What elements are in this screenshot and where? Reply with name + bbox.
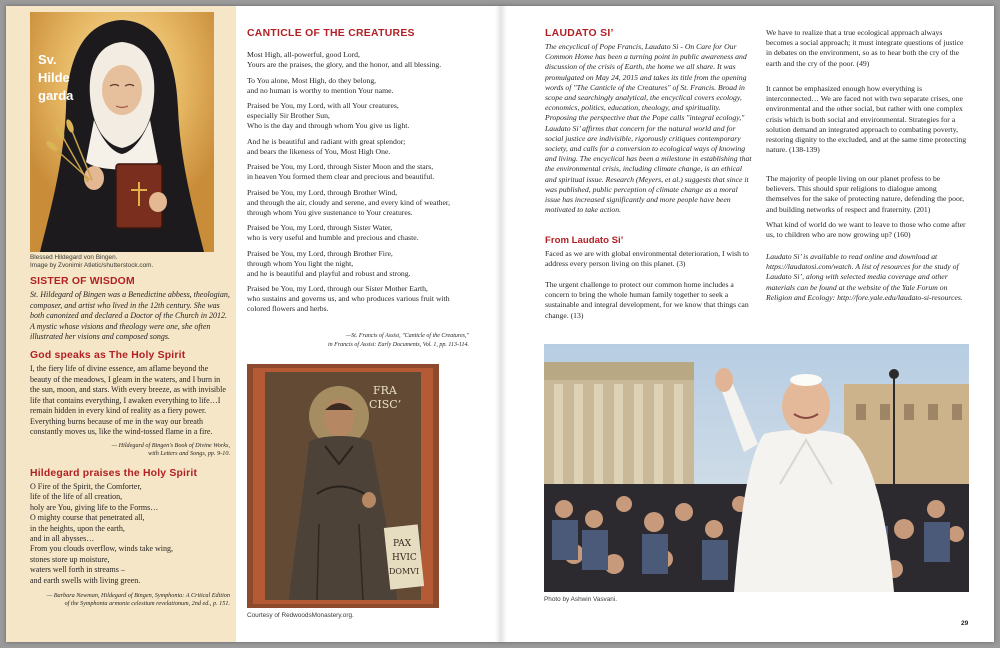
canticle-line: colored flowers and herbs.	[247, 304, 329, 313]
hildegard-praises-heading: Hildegard praises the Holy Spirit	[30, 468, 198, 479]
god-speaks-text: I, the fiery life of divine essence, am aflame beyond the beauty of the meadows, I gleam in the waters, and I burn in the sun, moon, and stars. With every breeze, as with invisible life that contains everything, I awaken everything to life…I remain hidden in every kind of reality as a fiery power. Everything burns because of me in the way our breath constantly moves us, like the wind-tossed flame in a fire.	[30, 364, 226, 436]
god-speaks-heading: God speaks as The Holy Spirit	[30, 350, 186, 361]
poem-line: waters well forth in streams –	[30, 565, 125, 575]
canticle-line: especially Sir Brother Sun,	[247, 111, 330, 120]
portrait-caption-line1: Blessed Hildegard von Bingen.	[30, 254, 118, 261]
canticle-line: Praised be You, my Lord, through our Sister Mother Earth,	[247, 284, 428, 293]
hildegard-praises-poem	[30, 482, 230, 586]
painting-text-pax: PAX	[393, 539, 412, 549]
canticle-attribution-line1: —St. Francis of Assisi, "Canticle of the Creatures,"	[345, 333, 469, 339]
laudato-si-intro: The encyclical of Pope Francis, Laudato Si - On Care for Our Common Home has been a turning point in public awareness and discussion of the crisis of Earth, the home we all share. It was promulgated on May 24, 2015 and takes its title from the opening words of "The Canticle of the Creatures" of St. Francis. Broad in scope and searchingly analytical, the encyclical covers ecology, economics, politics, education, theology, and spirituality. Proposing the perspective that the Pope calls "integral ecology," Laudato Si’ affirms that concern for the natural world and for social justice are indivisible, rigorously critiques contemporary society, and calls for a conversion to ecological ways of knowing and living. The encyclical has been a milestone in establishing that the environmental crisis, including climate change, is an ethical and spiritual issue. Research (Meyers, et al.) suggests that since it was published, public perception of climate change as a moral issue has increased significantly and more people have been motivated to take action.	[545, 42, 752, 215]
canticle-line: and through the air, cloudy and serene, and every kind of weather,	[247, 197, 451, 207]
pope-francis-photo	[544, 344, 969, 592]
painting-text-cisc: CISC’	[369, 398, 402, 411]
laudato-quote-201: The majority of people living on our planet profess to be believers. This should spur religions to dialogue among themselves for the sake of protecting nature, defending the poor, and building networks of respect and fraternity. (201)	[766, 174, 965, 214]
canticle-line: Yours are the praises, the glory, and the honor, and all blessing.	[247, 60, 442, 69]
portrait-text-line2: Hilde	[38, 70, 70, 85]
canticle-attribution-line2: in Francis of Assisi: Early Documents, Vol. 1, pp. 113-114.	[328, 341, 469, 348]
praises-attribution-line1: — Barbara Newman, Hildegard of Bingen, Symphonia: A Critical Edition	[46, 592, 230, 599]
canticle-text	[247, 50, 479, 320]
poem-line: and earth swells with living green.	[30, 575, 141, 585]
poem-line: From you clouds overflow, winds take wing,	[30, 544, 174, 554]
magazine-spread	[6, 6, 994, 642]
canticle-stanza	[247, 249, 479, 279]
canticle-line: and bears the likeness of You, Most High One.	[247, 146, 391, 156]
canticle-line: through whom You light the night,	[247, 258, 354, 268]
laudato-quote-49: We have to realize that a true ecological approach always becomes a social approach; it must integrate questions of justice in debates on the environment, so as to hear both the cry of the earth and the cry of the poor. (49)	[766, 28, 964, 68]
poem-line: stones store up moisture,	[30, 554, 110, 564]
laudato-si-title: LAUDATO SI’	[545, 28, 614, 39]
canticle-stanza	[247, 162, 479, 182]
laudato-quote-160: What kind of world do we want to leave to those who come after us, to children who are now growing up? (160)	[766, 220, 966, 240]
painting-caption: Courtesy of RedwoodsMonastery.org.	[247, 612, 354, 619]
praises-attribution-line2: of the Symphonia armonie celestium revelationum, 2nd ed., p. 151.	[64, 600, 230, 608]
sister-of-wisdom-heading: SISTER OF WISDOM	[30, 276, 135, 287]
canticle-line: and no human is worthy to mention Your name.	[247, 85, 394, 95]
poem-line: life of the life of all creation,	[30, 492, 123, 502]
portrait-caption	[30, 254, 153, 270]
canticle-line: and he is beautiful and playful and robust and strong.	[247, 268, 411, 278]
sister-of-wisdom-text: St. Hildegard of Bingen was a Benedictine abbess, theologian, composer, and artist who lived in the 12th century. She was both canonized and declared a Doctor of the Church in 2012. A mystic whose visions and theology were one, she often illustrated her visions and composed songs.	[30, 290, 230, 341]
poem-line: holy are You, giving life to the Forms…	[30, 502, 159, 512]
poem-line: and in all abysses…	[30, 534, 95, 544]
laudato-resources-note: Laudato Si’ is available to read online and download at https://laudatosi.com/watch. A list of resources for the study of Laudato Si’, along with selected media coverage and other materials can be found at the website of the Yale Forum on Religion and Ecology: http://fore.yale.edu/laudato-si-resources.	[766, 252, 963, 302]
poem-line: O Fire of the Spirit, the Comforter,	[30, 482, 142, 491]
canticle-line: And he is beautiful and radiant with great splendor;	[247, 136, 406, 146]
portrait-text-line3: garda	[38, 88, 74, 103]
hildegard-portrait-image	[30, 12, 214, 252]
canticle-line: in heaven You formed them clear and precious and beautiful.	[247, 172, 435, 181]
canticle-line: through whom You give sustenance to Your creatures.	[247, 207, 413, 217]
canticle-line: Praised be You, my Lord, with all Your creatures,	[247, 101, 399, 110]
canticle-stanza	[247, 76, 479, 96]
poem-line: O mighty course that penetrated all,	[30, 513, 145, 523]
portrait-caption-line2: Image by Zvonimir Atletic/shutterstock.com.	[30, 262, 154, 269]
canticle-line: who sustains and governs us, and who produces various fruit with	[247, 294, 450, 303]
canticle-line: Praised be You, my Lord, through Brother Fire,	[247, 248, 393, 258]
painting-text-fra: FRA	[373, 384, 397, 397]
canticle-title: CANTICLE OF THE CREATURES	[247, 28, 415, 39]
god-speaks-attribution-line2: with Letters and Songs, pp. 9-10.	[148, 450, 230, 458]
laudato-quote-3: Faced as we are with global environmental deterioration, I wish to address every person living on this planet. (3)	[545, 249, 749, 269]
god-speaks-attribution	[30, 442, 230, 459]
page-number: 29	[961, 620, 969, 627]
canticle-line: Who is the day and through whom You give us light.	[247, 121, 410, 130]
pope-photo-caption: Photo by Ashwin Vasvani.	[544, 596, 618, 603]
canticle-line: Praised be You, my Lord, through Brother Wind,	[247, 187, 398, 197]
page-gutter	[495, 6, 507, 642]
canticle-stanza	[247, 137, 479, 157]
st-francis-painting-image	[247, 364, 439, 608]
hildegard-praises-attribution	[30, 592, 230, 609]
laudato-quote-138: It cannot be emphasized enough how everything is interconnected… We are faced not with two separate crises, one environmental and the other social, but rather with one complex crisis which is both social and environmental. Strategies for a solution demand an integrated approach to combating poverty, restoring dignity to the excluded, and at the same time protecting nature. (138-139)	[766, 84, 967, 155]
poem-line: in the heights, upon the earth,	[30, 523, 125, 533]
canticle-line: Praised be You, my Lord, through Sister Water,	[247, 223, 393, 232]
canticle-stanza	[247, 50, 479, 70]
god-speaks-attribution-line1: — Hildegard of Bingen's Book of Divine Works,	[111, 442, 230, 449]
canticle-stanza	[247, 223, 479, 243]
canticle-line: Praised be You, my Lord, through Sister Moon and the stars,	[247, 162, 434, 171]
painting-text-hvic: HVIC	[392, 553, 417, 563]
canticle-stanza	[247, 188, 479, 218]
canticle-stanza	[247, 101, 479, 131]
from-laudato-si-heading: From Laudato Si’	[545, 235, 624, 246]
canticle-attribution	[247, 332, 469, 349]
canticle-line: To You alone, Most High, do they belong,	[247, 75, 377, 85]
canticle-line: who is very useful and humble and precious and chaste.	[247, 233, 419, 242]
portrait-text-line1: Sv.	[38, 52, 57, 67]
canticle-line: Most High, all-powerful, good Lord,	[247, 50, 360, 59]
laudato-quote-13: The urgent challenge to protect our common home includes a concern to bring the whole human family together to seek a sustainable and integral development, for we know that things can change. (13)	[545, 280, 749, 320]
painting-text-domvi: DOMVI	[389, 567, 420, 576]
left-sidebar	[6, 6, 236, 642]
canticle-stanza	[247, 284, 479, 314]
